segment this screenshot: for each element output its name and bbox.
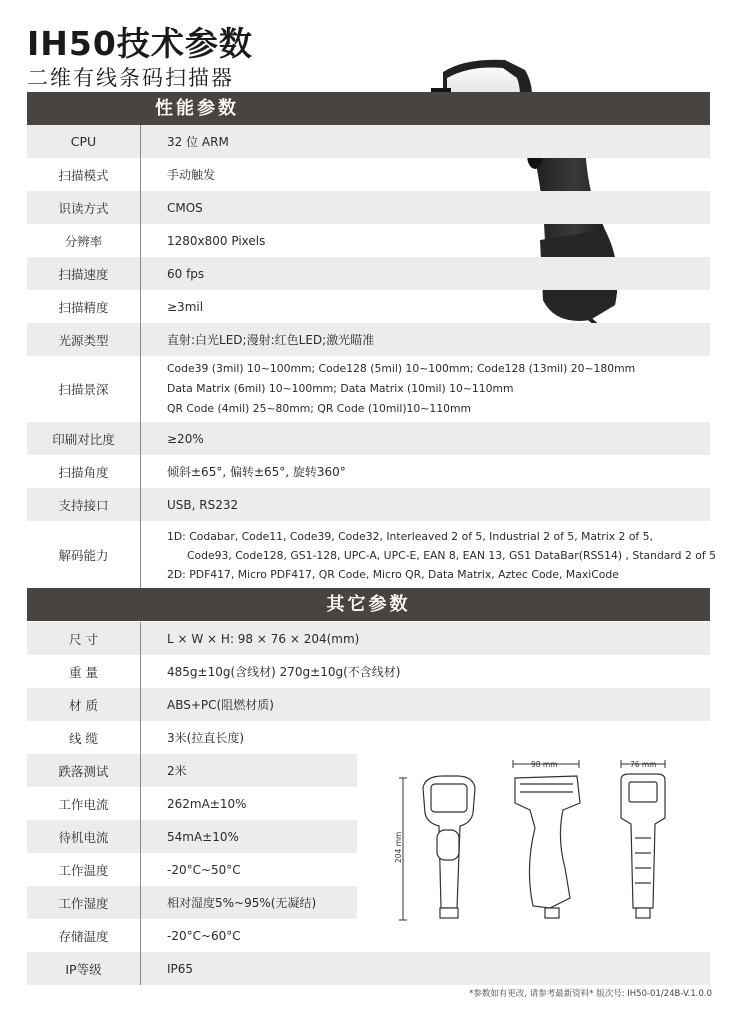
row-value: 262mA±10%	[167, 796, 247, 811]
depth-of-field-line: Data Matrix (6mil) 10~100mm; Data Matrix (10mil) 10~110mm	[167, 382, 514, 395]
row-value: 相对湿度5%~95%(无凝结)	[167, 896, 317, 910]
row-value: CMOS	[167, 200, 203, 215]
row-label: 工作温度	[27, 853, 141, 886]
table-row	[27, 820, 357, 853]
row-label: 扫描模式	[27, 158, 141, 191]
page-subtitle: 二维有线条码扫描器	[27, 66, 234, 90]
row-label: 重 量	[27, 655, 141, 688]
height-dimension-label: 204 mm	[394, 831, 403, 863]
section-title: 其它参数	[326, 594, 411, 615]
row-label: IP等级	[27, 952, 141, 985]
row-value: -20°C~60°C	[167, 928, 241, 943]
row-value: 2米	[167, 764, 187, 778]
table-row	[27, 853, 357, 886]
symbology-line: 1D: Codabar, Code11, Code39, Code32, Interleaved 2 of 5, Industrial 2 of 5, Matrix 2 of 5,	[167, 529, 653, 543]
row-label: 支持接口	[27, 488, 141, 521]
table-row	[27, 488, 710, 521]
table-row	[27, 787, 357, 820]
row-value: -20°C~50°C	[167, 862, 241, 877]
row-label: 识读方式	[27, 191, 141, 224]
table-row	[27, 224, 710, 257]
row-label: 待机电流	[27, 820, 141, 853]
row-label: 尺 寸	[27, 622, 141, 655]
row-value: 手动触发	[167, 168, 216, 182]
table-row	[27, 323, 710, 356]
section-title: 性能参数	[155, 98, 239, 119]
row-label: 存储温度	[27, 919, 141, 952]
symbology-line: Code93, Code128, GS1-128, UPC-A, UPC-E, EAN 8, EAN 13, GS1 DataBar(RSS14) , Standard 2 of 5	[187, 548, 716, 562]
table-row	[27, 257, 710, 290]
length-dimension-label: 98 mm	[531, 760, 558, 769]
table-row	[27, 290, 710, 323]
row-value: 60 fps	[167, 266, 205, 281]
row-value: ABS+PC(阻燃材质)	[167, 698, 274, 712]
table-row	[27, 754, 357, 787]
row-value	[141, 356, 710, 422]
row-label: 扫描精度	[27, 290, 141, 323]
section-header-other	[27, 588, 710, 621]
row-label: CPU	[27, 125, 141, 158]
row-value: ≥3mil	[167, 299, 204, 314]
row-label: 工作湿度	[27, 886, 141, 919]
table-row	[27, 356, 710, 422]
table-row	[27, 521, 716, 589]
row-label: 印刷对比度	[27, 422, 141, 455]
depth-of-field-line: Code39 (3mil) 10~100mm; Code128 (5mil) 10~100mm; Code128 (13mil) 20~180mm	[167, 362, 636, 375]
row-label: 扫描角度	[27, 455, 141, 488]
symbology-line: 2D: PDF417, Micro PDF417, QR Code, Micro QR, Data Matrix, Aztec Code, MaxiCode	[167, 567, 619, 581]
table-row	[27, 919, 357, 952]
row-label: 材 质	[27, 688, 141, 721]
row-label: 扫描速度	[27, 257, 141, 290]
row-label: 解码能力	[27, 521, 141, 589]
page-title: IH50技术参数	[27, 24, 253, 63]
table-row	[27, 191, 710, 224]
row-label: 线 缆	[27, 721, 141, 754]
table-row	[27, 952, 710, 985]
row-value: 直射:白光LED;漫射:红色LED;激光瞄准	[167, 333, 375, 347]
row-value: 485g±10g(含线材) 270g±10g(不含线材)	[167, 665, 401, 679]
row-value: 倾斜±65°, 偏转±65°, 旋转360°	[167, 465, 346, 479]
row-label: 分辨率	[27, 224, 141, 257]
row-value: IP65	[167, 961, 194, 976]
table-row	[27, 158, 710, 191]
table-row	[27, 688, 710, 721]
dimension-diagram	[385, 748, 685, 928]
table-row	[27, 721, 357, 754]
row-label: 光源类型	[27, 323, 141, 356]
section-header-performance	[27, 92, 710, 125]
table-row	[27, 655, 710, 688]
row-label: 跌落测试	[27, 754, 141, 787]
row-label: 扫描景深	[27, 356, 141, 422]
row-value: ≥20%	[167, 431, 204, 446]
table-row	[27, 125, 710, 158]
row-value: 32 位 ARM	[167, 135, 229, 149]
row-value: L × W × H: 98 × 76 × 204(mm)	[167, 631, 360, 646]
table-row	[27, 886, 357, 919]
table-row	[27, 622, 710, 655]
row-value: 3米(拉直长度)	[167, 731, 244, 745]
row-value: 1280x800 Pixels	[167, 233, 266, 248]
table-row	[27, 422, 710, 455]
row-value: USB, RS232	[167, 497, 239, 512]
footer-note: *参数如有更改, 请参考最新资料* 版次号: IH50-01/24B-V.1.0.0	[469, 989, 712, 999]
width-dimension-label: 76 mm	[630, 760, 657, 769]
row-value: 54mA±10%	[167, 829, 239, 844]
performance-table	[27, 125, 716, 589]
depth-of-field-line: QR Code (4mil) 25~80mm; QR Code (10mil)10~110mm	[167, 402, 471, 415]
row-label: 工作电流	[27, 787, 141, 820]
table-row	[27, 455, 710, 488]
row-value	[141, 521, 716, 589]
